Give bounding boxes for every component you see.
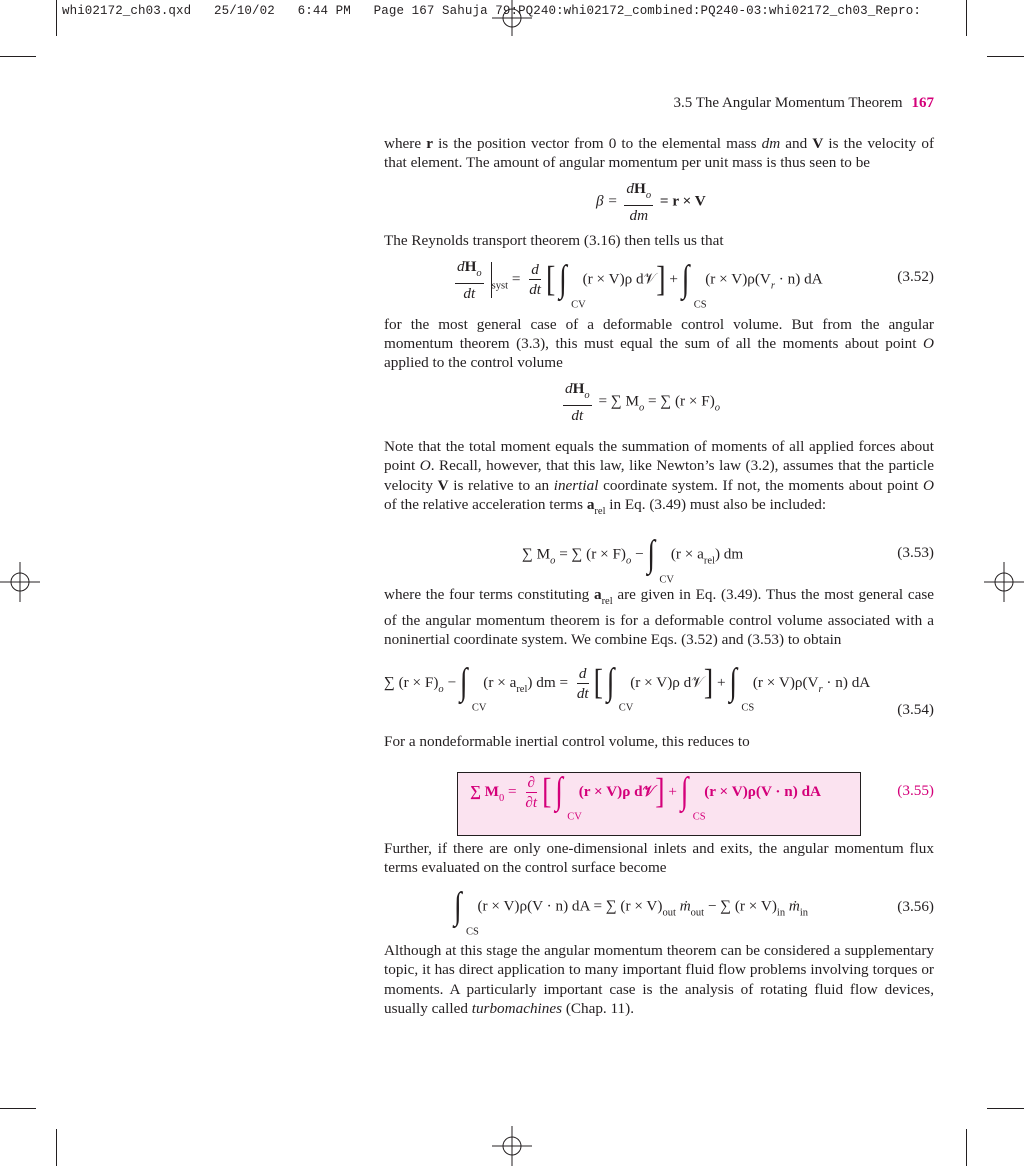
equation-3-52: $\frac{dH_o}{dt}$ $_{syst}$ = $\frac{d}{dt}$ [ ∫ CV (r × V)ρ d𝒱] + ∫ CS $(r \times V)\rho(V_r \cdot n)$ dA (3.52) [457, 257, 934, 311]
equation-number: (3.52) [897, 267, 934, 285]
section-title: 3.5 The Angular Momentum Theorem [673, 95, 903, 111]
crop-mark [0, 56, 36, 57]
equation-3-55: ∑ $M_0$ = $\frac{\partial}{\partial t}$ [ ∫ CV (r × V)ρ d𝒱] + ∫ CS (r × V)ρ(V · n) dA (3.55) [470, 770, 934, 823]
paragraph: The Reynolds transport theorem (3.16) then tells us that [384, 232, 724, 250]
crop-mark [966, 1129, 967, 1166]
printer-slug: whi02172_ch03.qxd 25/10/02 6:44 PM Page 167 Sahuja 79:PQ240:whi02172_combined:PQ240-03:whi02172_ch03_Repro: [62, 4, 921, 18]
equation-moment-sum: $\frac{dH_o}{dt}$ = ∑ $M_o$ = ∑ $(r \times F)_o$ [565, 380, 721, 425]
paragraph: Further, if there are only one-dimensional inlets and exits, the angular momentum flux terms evaluated on the control surface become [384, 839, 934, 877]
paragraph: where r is the position vector from 0 to the elemental mass dm and V is the velocity of that element. The amount of angular momentum per unit mass is thus seen to be [384, 135, 935, 172]
page-body [384, 134, 934, 1018]
page-number: 167 [911, 95, 934, 111]
equation-3-54: ∑ $(r \times F)_o$ − ∫ CV $(r \times a_{rel})$ dm = $\frac{d}{dt}$ [ ∫ CV (r × V)ρ d𝒱] + ∫ CS $(r \times V)\rho(V_r \cdot n)$ dA (3.54) [384, 661, 934, 718]
equation-number: (3.55) [897, 781, 934, 799]
paragraph: Note that the total moment equals the summation of moments of all applied forces about point O. Recall, however, that this law, like Newton’s law (3.2), assumes that the particle velocity V is relative to an inertial coordinate system. If not, the moments about point O of the relative acceleration terms $a_{rel}$ in Eq. (3.49) must also be included: [384, 438, 935, 517]
equation-3-53: ∑ $M_o$ = ∑ $(r \times F)_o$ − ∫ CV $(r \times a_{rel})$ dm (3.53) [522, 533, 934, 586]
crop-mark [966, 0, 967, 36]
equation-number: (3.54) [897, 700, 934, 718]
equation-number: (3.53) [897, 544, 934, 562]
running-head [674, 95, 935, 112]
registration-mark-icon [492, 1126, 532, 1166]
registration-mark-icon [0, 562, 40, 602]
paragraph: where the four terms constituting $a_{rel}$ are given in Eq. (3.49). Thus the most general case of the angular momentum theorem is for a deformable control volume associated with a noninertial coordinate system. We combine Eqs. (3.52) and (3.53) to obtain [384, 586, 934, 649]
registration-mark-icon [984, 562, 1024, 602]
crop-mark [56, 1129, 57, 1166]
paragraph: For a nondeformable inertial control volume, this reduces to [384, 732, 750, 750]
crop-mark [56, 0, 57, 36]
crop-mark [987, 56, 1024, 57]
crop-mark [0, 1108, 36, 1109]
registration-mark-icon [492, 0, 532, 36]
crop-mark [987, 1108, 1024, 1109]
paragraph: for the most general case of a deformable control volume. But from the angular momentum theorem (3.3), this must equal the sum of all the moments about point O applied to the control volume [384, 315, 934, 372]
equation-number: (3.56) [897, 898, 934, 916]
equation-3-56: ∫ CS (r × V)ρ(V · n) dA = ∑ $(r \times V)_{out}$ ṁ$_{out}$ − ∑ $(r \times V)_{in}$ ṁ$_{in}$ (3.56) [454, 885, 934, 938]
paragraph: Although at this stage the angular momentum theorem can be considered a supplementary topic, it has direct application to many important fluid flow problems involving torques or moments. A particularly important case is the analysis of rotating fluid flow devices, usually called turbomachines (Chap. 11). [384, 942, 934, 1017]
equation-beta: β = $\frac{dH_o}{dm}$ = r × V [596, 180, 706, 225]
